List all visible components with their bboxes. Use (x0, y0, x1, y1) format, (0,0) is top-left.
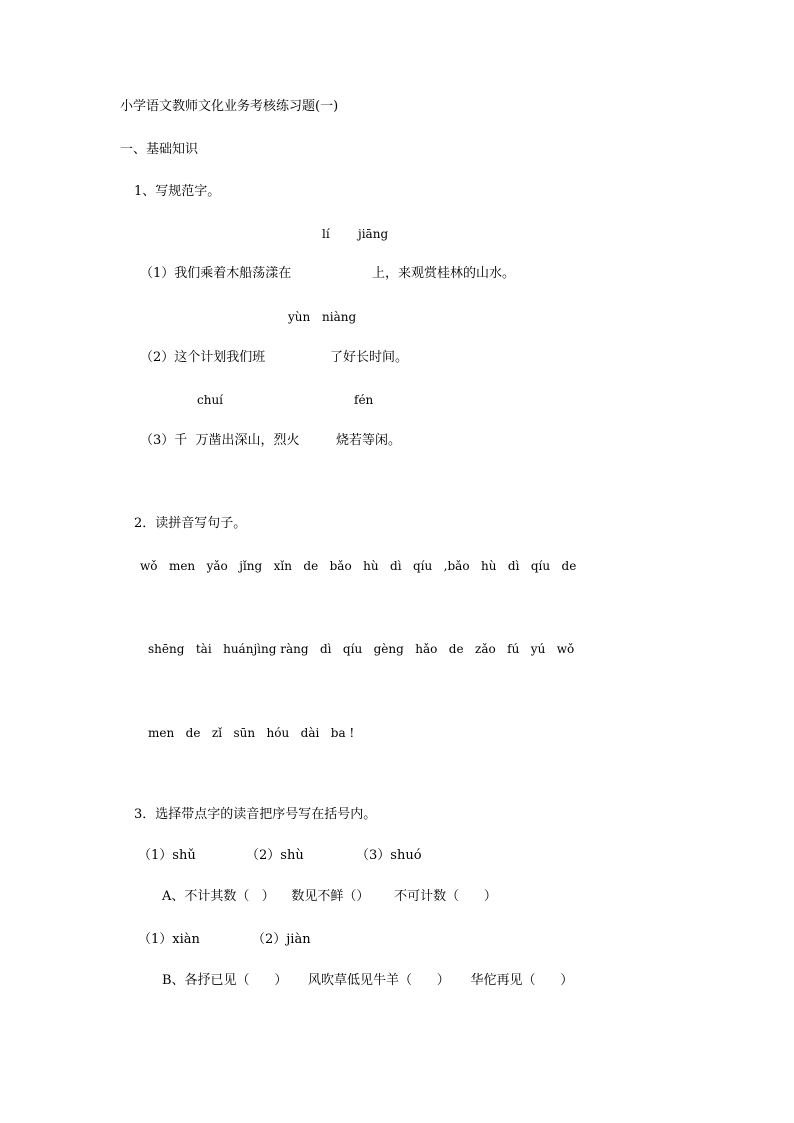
q1-item3-text-end: 烧若等闲。 (336, 433, 402, 448)
q3-group-a-items: A、不计其数（ ） 数见不鲜（） 不可计数（ ） (162, 889, 497, 904)
q1-item1-pinyin-jiang: jiāng (358, 227, 389, 241)
q3-group-b-option-1: （1）xiàn (138, 932, 200, 947)
q1-item2-pinyin-niang: niàng (322, 310, 357, 324)
q3-group-a-option-2: （2）shù (246, 848, 304, 863)
question-1-heading: 1、写规范字。 (134, 184, 221, 199)
q3-group-b-option-2: （2）jiàn (252, 932, 311, 947)
q2-pinyin-line-3: men de zǐ sūn hóu dài ba ! (148, 726, 355, 740)
q3-group-a-option-1: （1）shǔ (138, 848, 196, 863)
document-title: 小学语文教师文化业务考核练习题(一) (120, 99, 339, 114)
q1-item2-text-start: （2）这个计划我们班 (140, 350, 266, 365)
q1-item1-text-end: 上，来观赏桂林的山水。 (372, 266, 516, 281)
q1-item2-pinyin-yun: yùn (288, 310, 311, 324)
q2-pinyin-line-1: wǒ men yǎo jǐng xǐn de bǎo hù dì qíu ,bǎo hù dì qíu de (140, 559, 577, 573)
q1-item1-text-start: （1）我们乘着木船荡漾在 (140, 266, 292, 281)
question-2-heading: 2．读拼音写句子。 (134, 516, 247, 531)
q1-item2-text-end: 了好长时间。 (330, 350, 409, 365)
section-heading-basics: 一、基础知识 (120, 142, 199, 157)
q2-pinyin-line-2: shēng tài huánjìng ràng dì qíu gèng hǎo de zǎo fú yú wǒ (148, 642, 575, 656)
question-3-heading: 3．选择带点字的读音把序号写在括号内。 (134, 807, 377, 822)
q1-item1-pinyin-li: lí (322, 227, 330, 241)
q1-item3-pinyin-fen: fén (354, 393, 374, 407)
q3-group-a-option-3: （3）shuó (356, 848, 422, 863)
q3-group-b-items: B、各抒已见（ ） 风吹草低见牛羊（ ） 华佗再见（ ） (162, 973, 574, 988)
q1-item3-text-start: （3）千 万凿出深山，烈火 (140, 433, 300, 448)
q1-item3-pinyin-chui: chuí (197, 393, 224, 407)
